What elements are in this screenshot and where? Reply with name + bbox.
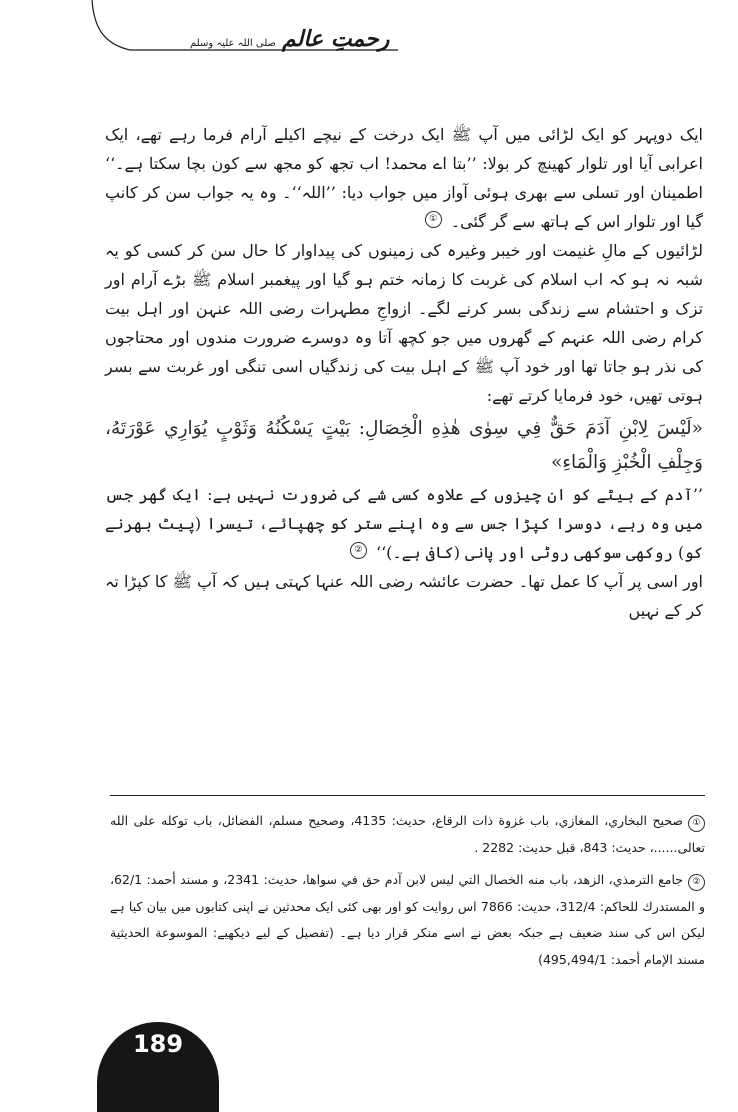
body-paragraph-3: اور اسی پر آپ کا عمل تھا۔ حضرت عائشہ رضی اللہ عنہا کہتی ہیں کہ آپ ﷺ کا کپڑا تہ کر کے نہیں <box>105 572 703 620</box>
footnote-1 <box>110 808 705 861</box>
footnote-2 <box>110 867 705 973</box>
main-text <box>105 120 703 625</box>
hadith-translation <box>105 480 703 567</box>
running-header-title: رحمتِ عالم <box>282 26 390 52</box>
footnote-marker-2: ② <box>350 542 367 559</box>
running-header-salutation: صلی اللہ علیہ وسلم <box>190 38 276 49</box>
running-header <box>190 26 389 52</box>
paragraph-1-text: ایک دوپہر کو ایک لڑائی میں آپ ﷺ ایک درخت کے نیچے اکیلے آرام فرما رہے تھے، ایک اعرابی آیا اور تلوار کھینچ کر بولا: ’’بتا اے محمد! اب تجھ کو مجھ سے کون بچا سکتا ہے۔‘‘ اطمینان اور تسلی سے بھری ہوئی آواز میں جواب دیا: ’’اللہ‘‘۔ وہ یہ جواب سن کر کانپ گیا اور تلوار اس کے ہاتھ سے گر گئی۔ <box>105 125 703 231</box>
footnote-1-marker: ① <box>688 815 705 832</box>
footnote-1-text: صحیح البخاري، المغازي، باب غزوة ذات الرقاع، حدیث: 4135، وصحیح مسلم، الفضائل، باب توكله على الله تعالى......، حدیث: 843، قبل حدیث: 2282 . <box>110 813 705 855</box>
footnote-2-marker: ② <box>688 874 705 891</box>
footnotes <box>110 808 705 979</box>
hadith-translation-text: ’’آدم کے بیٹے کو ان چیزوں کے علاوہ کسی شے کی ضرورت نہیں ہے: ایک گھر جس میں وہ رہے، دوسرا کپڑا جس سے وہ اپنے ستر کو چھپائے، تیسرا (پیٹ بھرنے کو) روکھی سوکھی روٹی اور پانی (کافی ہے۔)‘‘ <box>105 485 703 562</box>
hadith-arabic-quote: «لَيْسَ لِابْنِ آدَمَ حَقٌّ فِي سِوٰى هٰذِهِ الْخِصَالِ: بَيْتٍ يَسْكُنُهُ وَثَوْبٍ يُوَارِي عَوْرَتَهُ، وَجِلْفِ الْخُبْزِ وَالْمَاءِ» <box>105 418 703 473</box>
body-paragraph-1 <box>105 120 703 236</box>
body-paragraph-2: لڑائیوں کے مالِ غنیمت اور خیبر وغیرہ کی زمینوں کی پیداوار کا حال سن کر کسی کو یہ شبہ نہ ہو کہ اب اسلام کی غربت کا زمانہ ختم ہو گیا اور پیغمبر اسلام ﷺ بڑے آرام اور تزک و احتشام سے زندگی بسر کرنے لگے۔ ازواجِ مطہرات رضی اللہ عنہن اور اہل بیت کرام رضی اللہ عنہم کے گھروں میں جو کچھ آتا وہ دوسرے ضرورت مندوں اور محتاجوں کی نذر ہو جاتا تھا اور خود آپ ﷺ کے اہل بیت کی زندگیاں اسی تنگی اور غربت سے بسر ہوتی تھیں، خود فرمایا کرتے تھے: <box>105 241 703 405</box>
footnote-marker-1: ① <box>425 211 442 228</box>
page-number: 189 <box>132 1030 184 1058</box>
footnote-divider <box>110 795 705 796</box>
footnote-2-text: جامع الترمذي، الزهد، باب منه الخصال التي ليس لابن آدم حق في سواها، حدیث: 2341، و مسند أحمد: 62/1، و المستدرك للحاكم: 312/4، حدیث: 7866 اس روایت کو اور بھی کئی ایک محدثین نے اپنی کتابوں میں بیان کیا ہے لیکن اس کی سند ضعیف ہے جبکہ بعض نے اسے منکر قرار دیا ہے۔ (تفصیل کے لیے دیکھیے: الموسوعة الحديثية مسند الإمام أحمد: 495,494/1) <box>110 872 706 967</box>
